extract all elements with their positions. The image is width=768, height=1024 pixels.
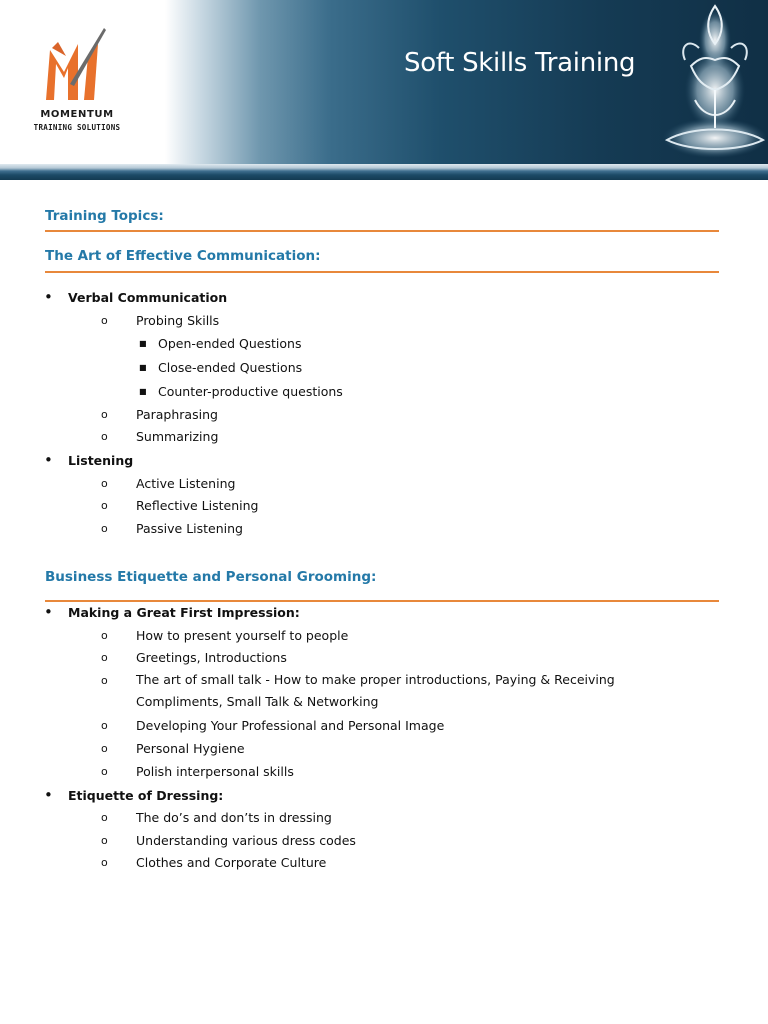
bullet-square-icon: ■ bbox=[139, 363, 147, 372]
bullet-circle-icon: o bbox=[101, 499, 108, 512]
meditation-figure-icon bbox=[655, 0, 768, 162]
list-item: Probing Skills bbox=[136, 313, 220, 328]
bullet-disc-icon: • bbox=[44, 288, 53, 306]
list-item: Reflective Listening bbox=[136, 498, 259, 513]
list-item: Etiquette of Dressing: bbox=[68, 788, 224, 803]
bullet-circle-icon: o bbox=[101, 765, 108, 778]
section-heading-communication: The Art of Effective Communication: bbox=[45, 248, 321, 264]
list-item: Paraphrasing bbox=[136, 407, 218, 422]
list-item: Understanding various dress codes bbox=[136, 833, 356, 848]
bullet-circle-icon: o bbox=[101, 834, 108, 847]
bullet-circle-icon: o bbox=[101, 651, 108, 664]
list-item: Active Listening bbox=[136, 476, 236, 491]
bullet-square-icon: ■ bbox=[139, 387, 147, 396]
bullet-circle-icon: o bbox=[101, 477, 108, 490]
bullet-circle-icon: o bbox=[101, 522, 108, 535]
section-heading-etiquette: Business Etiquette and Personal Grooming: bbox=[45, 569, 377, 585]
list-item: Open-ended Questions bbox=[158, 336, 302, 351]
bullet-circle-icon: o bbox=[101, 742, 108, 755]
logo bbox=[0, 0, 163, 163]
bullet-circle-icon: o bbox=[101, 408, 108, 421]
list-item: The do’s and don’ts in dressing bbox=[136, 810, 332, 825]
bullet-disc-icon: • bbox=[44, 786, 53, 804]
list-item: Counter-productive questions bbox=[158, 384, 343, 399]
bullet-circle-icon: o bbox=[101, 430, 108, 443]
bullet-circle-icon: o bbox=[101, 674, 108, 687]
heading-rule bbox=[45, 271, 719, 273]
logo-subtitle: TRAINING SOLUTIONS bbox=[33, 123, 121, 132]
list-item: How to present yourself to people bbox=[136, 628, 349, 643]
list-item: Summarizing bbox=[136, 429, 219, 444]
list-item: Passive Listening bbox=[136, 521, 243, 536]
list-item: Greetings, Introductions bbox=[136, 650, 287, 665]
logo-name: MOMENTUM bbox=[40, 109, 114, 120]
list-item: Verbal Communication bbox=[68, 290, 228, 305]
bullet-disc-icon: • bbox=[44, 451, 53, 469]
list-item: Developing Your Professional and Personal Image bbox=[136, 718, 445, 733]
list-item: Listening bbox=[68, 453, 134, 468]
bullet-disc-icon: • bbox=[44, 603, 53, 621]
list-item: Close-ended Questions bbox=[158, 360, 303, 375]
header-band bbox=[0, 164, 768, 180]
page-title: Soft Skills Training bbox=[404, 48, 636, 78]
momentum-logo-mark-icon bbox=[44, 26, 108, 102]
list-item: The art of small talk - How to make proper introductions, Paying & Receiving Compliments, Small Talk & Networking bbox=[136, 672, 615, 709]
bullet-circle-icon: o bbox=[101, 719, 108, 732]
training-topics-heading: Training Topics: bbox=[45, 208, 164, 224]
list-item: Polish interpersonal skills bbox=[136, 764, 294, 779]
bullet-circle-icon: o bbox=[101, 314, 108, 327]
list-item: Personal Hygiene bbox=[136, 741, 245, 756]
heading-rule bbox=[45, 230, 719, 232]
bullet-square-icon: ■ bbox=[139, 339, 147, 348]
bullet-circle-icon: o bbox=[101, 629, 108, 642]
bullet-circle-icon: o bbox=[101, 856, 108, 869]
list-item: Clothes and Corporate Culture bbox=[136, 855, 327, 870]
list-item: Making a Great First Impression: bbox=[68, 605, 300, 620]
heading-rule bbox=[45, 600, 719, 602]
bullet-circle-icon: o bbox=[101, 811, 108, 824]
